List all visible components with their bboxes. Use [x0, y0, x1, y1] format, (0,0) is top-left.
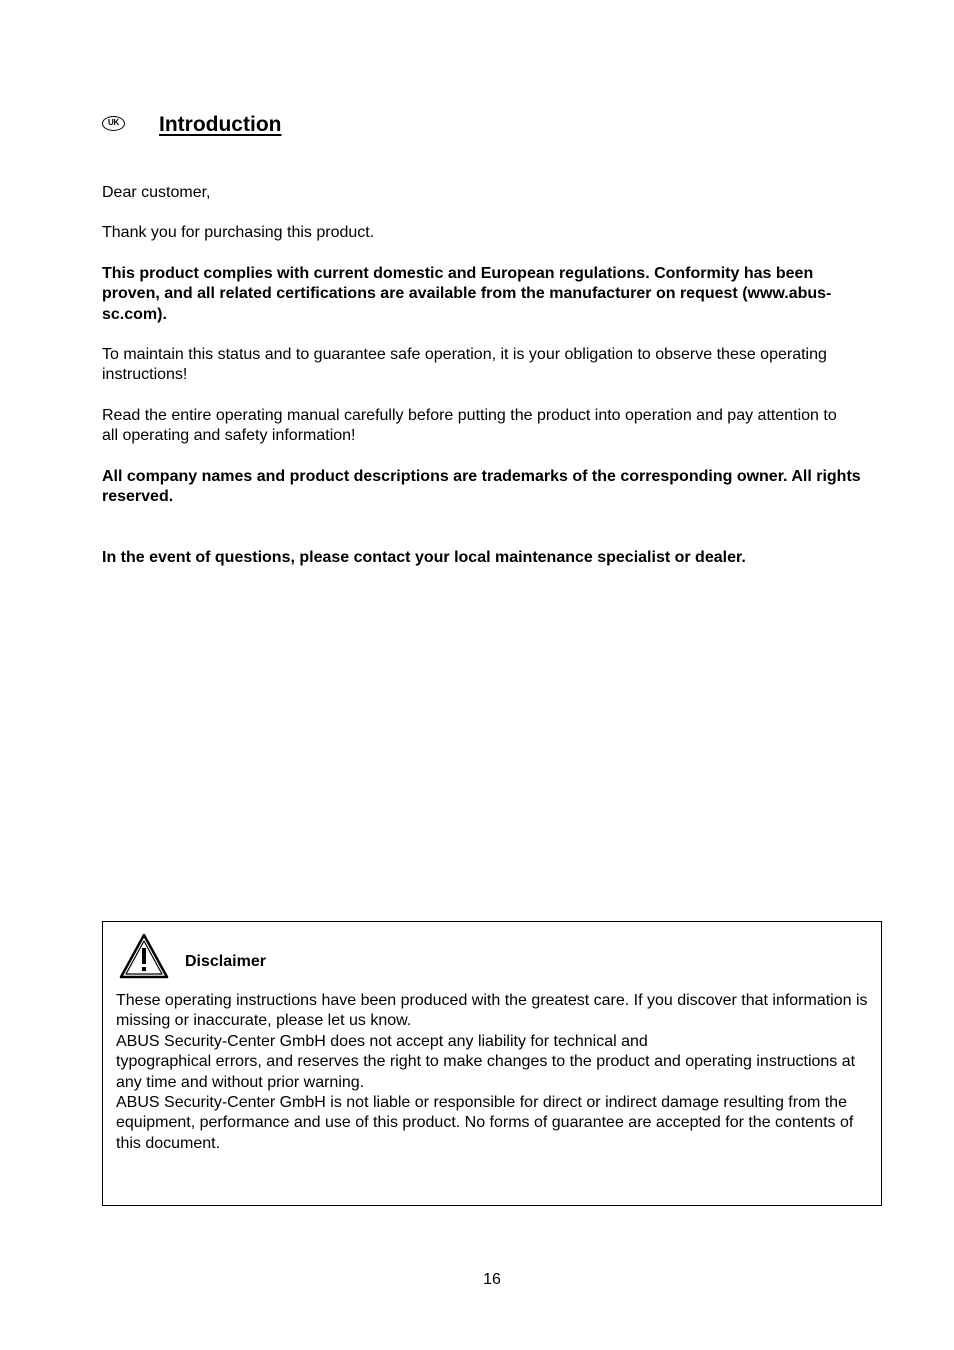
disclaimer-paragraph: ABUS Security-Center GmbH is not liable or responsible for direct or indirect damage resulting from the equipment, performance and use of this product. No forms of guarantee are accepted for the contents of this document.	[116, 1094, 854, 1152]
greeting-text: Dear customer,	[102, 184, 211, 201]
disclaimer-body	[116, 991, 868, 1154]
page-number: 16	[483, 1271, 501, 1288]
disclaimer-title: Disclaimer	[185, 953, 266, 970]
maintain-text: To maintain this status and to guarantee safe operation, it is your obligation to observe these operating instructions!	[102, 346, 827, 384]
warning-icon	[118, 932, 170, 980]
page-title: Introduction	[159, 113, 282, 136]
read-manual-text: Read the entire operating manual carefully before putting the product into operation and pay attention to all operating and safety information!	[102, 407, 837, 445]
disclaimer-paragraph: These operating instructions have been produced with the greatest care. If you discover that information is missing or inaccurate, please let us know.	[116, 992, 868, 1030]
disclaimer-paragraph: typographical errors, and reserves the right to make changes to the product and operating instructions at any time and without prior warning.	[116, 1053, 856, 1091]
trademarks-text: All company names and product descriptions are trademarks of the corresponding owner. All rights reserved.	[102, 468, 861, 506]
thanks-text: Thank you for purchasing this product.	[102, 224, 375, 241]
uk-language-badge: UK	[102, 116, 125, 131]
compliance-text: This product complies with current domestic and European regulations. Conformity has been proven, and all related certifications are available from the manufacturer on request (www.abus-sc.com).	[102, 265, 832, 323]
questions-text: In the event of questions, please contact your local maintenance specialist or dealer.	[102, 549, 746, 566]
disclaimer-paragraph: ABUS Security-Center GmbH does not accept any liability for technical and	[116, 1032, 648, 1050]
